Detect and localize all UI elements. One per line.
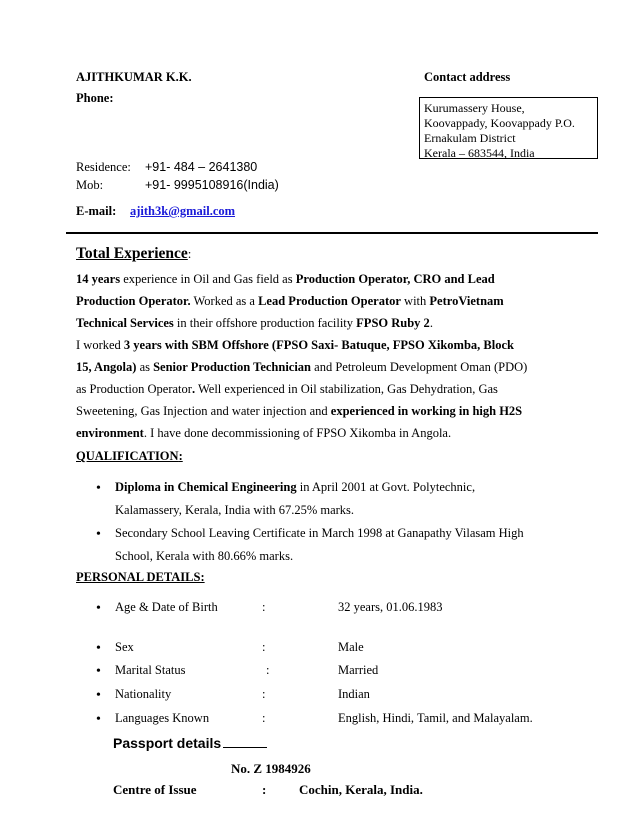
personal-sep: :	[262, 640, 266, 654]
experience-line	[76, 312, 604, 334]
experience-text: experience in Oil and Gas field as	[120, 272, 296, 286]
qualification-heading	[76, 449, 183, 464]
experience-text: I worked	[76, 338, 124, 352]
bullet-icon: •	[96, 664, 101, 679]
qualification-text: in April 2001 at Govt. Polytechnic,	[296, 480, 476, 494]
personal-label: Nationality	[115, 687, 172, 701]
bullet-icon: •	[96, 481, 101, 496]
phone-label: Phone:	[76, 91, 114, 105]
experience-bold-text: FPSO Ruby 2	[356, 316, 430, 330]
contact-address-label: Contact address	[424, 70, 511, 84]
qualification-heading-colon: :	[178, 449, 183, 463]
experience-text: as Production Operator	[76, 382, 192, 396]
qualification-bold-text: Diploma in Chemical Engineering	[115, 480, 297, 494]
experience-bold-text: .	[191, 382, 196, 396]
experience-text: and Petroleum Development Oman (PDO)	[311, 360, 528, 374]
experience-text: as	[136, 360, 154, 374]
bullet-icon: •	[96, 601, 101, 616]
bullet-icon: •	[96, 688, 101, 703]
qualification-item-line	[115, 526, 524, 541]
experience-text: .	[429, 316, 433, 330]
personal-label: Languages Known	[115, 711, 210, 725]
experience-text: Sweetening, Gas Injection and water injection and	[76, 404, 331, 418]
personal-value: English, Hindi, Tamil, and Malayalam.	[338, 711, 533, 725]
personal-value: Male	[338, 640, 364, 654]
experience-bold-text: experienced in working in high H2S	[330, 404, 523, 418]
contact-address-box	[419, 97, 598, 159]
qualification-item-line: School, Kerala with 80.66% marks.	[115, 549, 294, 563]
experience-text: Well experienced in Oil stabilization, Gas Dehydration, Gas	[195, 382, 498, 396]
qualification-heading-text: QUALIFICATION	[76, 449, 179, 463]
email-link[interactable]: ajith3k@gmail.com	[130, 204, 236, 218]
experience-bold-text: Production Operator, CRO and Lead	[295, 272, 495, 286]
experience-line	[76, 334, 604, 356]
experience-bold-text: Senior Production Technician	[153, 360, 312, 374]
passport-heading	[113, 735, 267, 751]
centre-of-issue-sep: :	[262, 782, 267, 797]
experience-bold-text: Technical Services	[76, 316, 174, 330]
experience-bold-text: PetroVietnam	[429, 294, 504, 308]
experience-paragraph	[76, 268, 604, 444]
bullet-icon: •	[96, 527, 101, 542]
personal-value: 32 years, 01.06.1983	[338, 600, 443, 614]
experience-bold-text: 3 years with SBM Offshore (FPSO Saxi- Batuque, FPSO Xikomba, Block	[123, 338, 514, 352]
passport-heading-text: Passport details	[113, 735, 222, 751]
passport-number: No. Z 1984926	[231, 761, 311, 776]
header-divider	[66, 232, 598, 234]
address-line: Koovappady, Koovappady P.O.	[424, 116, 575, 130]
experience-line	[76, 378, 604, 400]
residence-label: Residence:	[76, 160, 131, 174]
experience-heading	[76, 245, 191, 263]
experience-line	[76, 422, 604, 444]
experience-line	[76, 356, 604, 378]
experience-bold-text: 15, Angola)	[76, 360, 137, 374]
bullet-icon: •	[96, 641, 101, 656]
personal-sep: :	[262, 600, 266, 614]
qualification-text: Secondary School Leaving Certificate in March 1998 at Ganapathy Vilasam High	[115, 526, 524, 540]
bullet-icon: •	[96, 712, 101, 727]
qualification-item-line: Kalamassery, Kerala, India with 67.25% marks.	[115, 503, 355, 517]
experience-line	[76, 290, 604, 312]
experience-bold-text: Lead Production Operator	[258, 294, 401, 308]
experience-text: Worked as a	[190, 294, 259, 308]
centre-of-issue-value: Cochin, Kerala, India.	[299, 782, 423, 797]
personal-label: Marital Status	[115, 663, 186, 677]
personal-details-heading: PERSONAL DETAILS:	[76, 570, 205, 584]
mob-label: Mob:	[76, 178, 104, 192]
experience-bold-text: 14 years	[76, 272, 121, 286]
personal-value: Married	[338, 663, 379, 677]
personal-sep: :	[266, 663, 270, 677]
qualification-item-line	[115, 480, 475, 495]
passport-heading-rule	[223, 747, 267, 748]
experience-heading-colon: :	[187, 246, 192, 261]
centre-of-issue-label: Centre of Issue	[113, 782, 197, 797]
personal-label: Age & Date of Birth	[115, 600, 218, 614]
email-label: E-mail:	[76, 204, 117, 218]
experience-text: . I have done decommissioning of FPSO Xikomba in Angola.	[143, 426, 452, 440]
applicant-name: AJITHKUMAR K.K.	[76, 70, 192, 84]
experience-heading-text: Total Experience	[76, 245, 188, 262]
personal-sep: :	[262, 687, 266, 701]
experience-bold-text: environment	[76, 426, 144, 440]
experience-text: in their offshore production facility	[173, 316, 357, 330]
address-line: Kurumassery House,	[424, 101, 525, 115]
experience-line	[76, 268, 604, 290]
residence-phone: +91- 484 – 2641380	[145, 160, 258, 174]
experience-bold-text: Production Operator.	[76, 294, 191, 308]
experience-line	[76, 400, 604, 422]
personal-value: Indian	[338, 687, 370, 701]
address-line: Ernakulam District	[424, 131, 516, 145]
experience-text: with	[400, 294, 430, 308]
mobile-phone: +91- 9995108916(India)	[145, 178, 279, 192]
address-line: Kerala – 683544, India	[424, 146, 535, 160]
personal-label: Sex	[115, 640, 134, 654]
personal-sep: :	[262, 711, 266, 725]
